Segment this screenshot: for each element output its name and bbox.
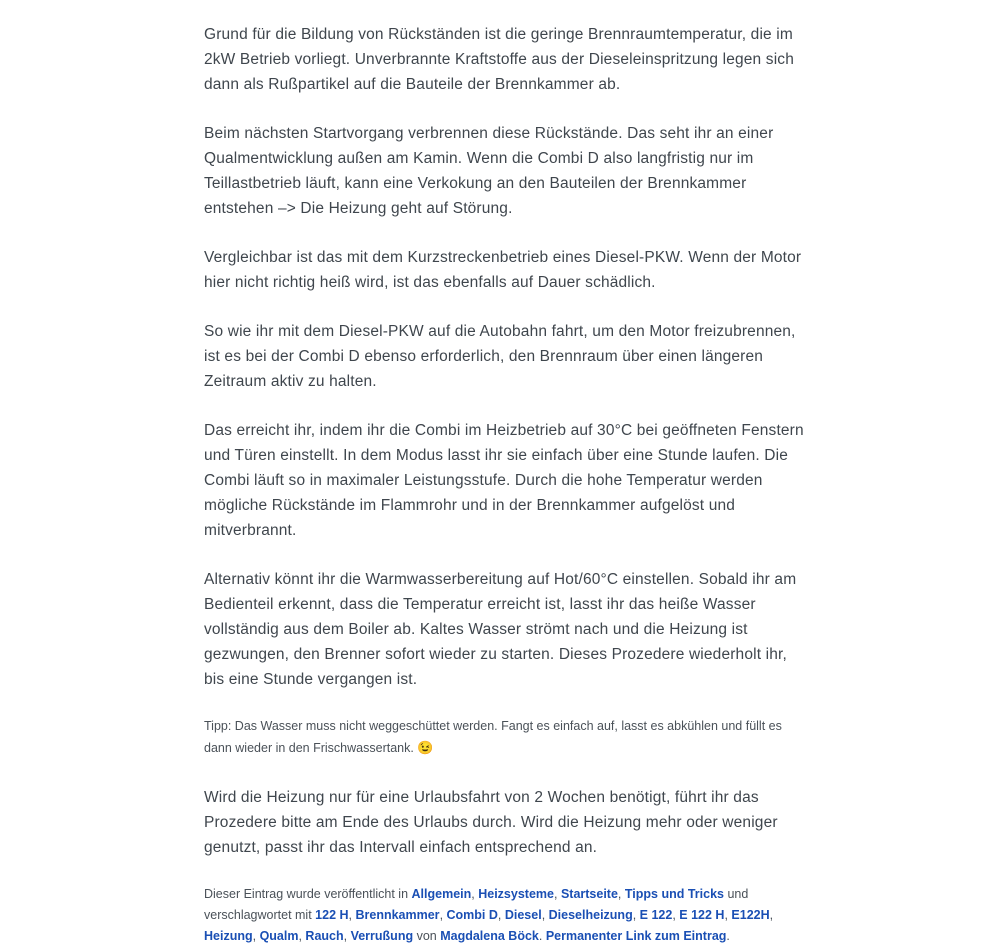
separator-period-2: .: [726, 929, 730, 943]
category-link-startseite[interactable]: Startseite: [560, 887, 618, 901]
article-content: [204, 22, 804, 947]
tip-text: Tipp: Das Wasser muss nicht weggeschüttet werden. Fangt es einfach auf, lasst es abkühlen und füllt es dann wieder in den Frischwassertank.: [204, 719, 782, 755]
paragraph-4: So wie ihr mit dem Diesel-PKW auf die Autobahn fahrt, um den Motor freizubrennen, ist es bei der Combi D ebenso erforderlich, den Brennraum über einen längeren Zeitraum aktiv zu halten.: [204, 323, 796, 390]
paragraph-3: Vergleichbar ist das mit dem Kurzstreckenbetrieb eines Diesel-PKW. Wenn der Motor hier nicht richtig heiß wird, ist das ebenfalls auf Dauer schädlich.: [204, 249, 802, 291]
separator-comma-12: ,: [252, 929, 260, 943]
tag-link-brennkammer[interactable]: Brennkammer: [355, 908, 440, 922]
tag-link-e122h[interactable]: E122H: [731, 908, 770, 922]
tag-link-rauch[interactable]: Rauch: [305, 929, 344, 943]
tag-link-heizung[interactable]: Heizung: [204, 929, 253, 943]
paragraph-2: Beim nächsten Startvorgang verbrennen diese Rückstände. Das seht ihr an einer Qualmentwicklung außen am Kamin. Wenn die Combi D also langfristig nur im Teillastbetrieb läuft, kann eine Verkokung an den Bauteilen der Brennkammer entstehen –> Die Heizung geht auf Störung.: [204, 125, 774, 217]
tagged-with-label: verschlagwortet mit: [204, 908, 312, 922]
tag-link-qualm[interactable]: Qualm: [259, 929, 299, 943]
separator-comma-5: ,: [439, 908, 447, 922]
separator-comma-13: ,: [298, 929, 306, 943]
and-label: und: [727, 887, 749, 901]
tip-paragraph: [204, 716, 804, 759]
category-link-tipps-und-tricks[interactable]: Tipps und Tricks: [624, 887, 724, 901]
by-label: von: [416, 929, 437, 943]
separator-comma-1: ,: [471, 887, 479, 901]
separator-comma-8: ,: [632, 908, 640, 922]
separator-comma-4: ,: [348, 908, 356, 922]
category-link-allgemein[interactable]: Allgemein: [411, 887, 472, 901]
tag-link-dieselheizung[interactable]: Dieselheizung: [548, 908, 633, 922]
separator-comma-14: ,: [343, 929, 351, 943]
tag-link-verrussung[interactable]: Verrußung: [350, 929, 414, 943]
separator-comma-3: ,: [617, 887, 625, 901]
closing-paragraph: Wird die Heizung nur für eine Urlaubsfahrt von 2 Wochen benötigt, führt ihr das Prozedere bitte am Ende des Urlaubs durch. Wird die Heizung mehr oder weniger genutzt, passt ihr das Intervall einfach entsprechend an.: [204, 789, 778, 856]
permalink-link[interactable]: Permanenter Link zum Eintrag: [545, 929, 727, 943]
separator-comma-6: ,: [497, 908, 505, 922]
paragraph-1: Grund für die Bildung von Rückständen ist die geringe Brennraumtemperatur, die im 2kW Betrieb vorliegt. Unverbrannte Kraftstoffe aus der Dieseleinspritzung legen sich dann als Rußpartikel auf die Bauteile der Brennkammer ab.: [204, 26, 794, 93]
entry-meta: [204, 884, 804, 947]
paragraph-6: Alternativ könnt ihr die Warmwasserbereitung auf Hot/60°C einstellen. Sobald ihr am Bedienteil erkennt, dass die Temperatur erreicht ist, lasst ihr das heiße Wasser vollständig aus dem Boiler ab. Kaltes Wasser strömt nach und die Heizung ist gezwungen, den Brenner sofort wieder zu starten. Dieses Prozedere wiederholt ihr, bis eine Stunde vergangen ist.: [204, 571, 797, 688]
tag-link-combi-d[interactable]: Combi D: [446, 908, 498, 922]
separator-comma-10: ,: [724, 908, 732, 922]
separator-period-1: .: [538, 929, 546, 943]
author-link[interactable]: Magdalena Böck: [440, 929, 539, 943]
tag-link-diesel[interactable]: Diesel: [504, 908, 542, 922]
winking-face-icon: 😉: [417, 740, 434, 755]
separator-comma-9: ,: [672, 908, 680, 922]
paragraph-5: Das erreicht ihr, indem ihr die Combi im Heizbetrieb auf 30°C bei geöffneten Fenstern und Türen einstellt. In dem Modus lasst ihr sie einfach über eine Stunde laufen. Die Combi läuft so in maximaler Leistungsstufe. Durch die hohe Temperatur werden mögliche Rückstände im Flammrohr und in der Brennkammer aufgelöst und mitverbrannt.: [204, 422, 804, 539]
tag-link-e-122[interactable]: E 122: [639, 908, 673, 922]
tag-link-e-122-h[interactable]: E 122 H: [679, 908, 725, 922]
separator-comma-7: ,: [541, 908, 549, 922]
tag-link-122-h[interactable]: 122 H: [315, 908, 349, 922]
published-in-label: Dieser Eintrag wurde veröffentlicht in: [204, 887, 409, 901]
separator-comma-2: ,: [553, 887, 561, 901]
category-link-heizsysteme[interactable]: Heizsysteme: [478, 887, 554, 901]
separator-comma-11: ,: [769, 908, 774, 922]
